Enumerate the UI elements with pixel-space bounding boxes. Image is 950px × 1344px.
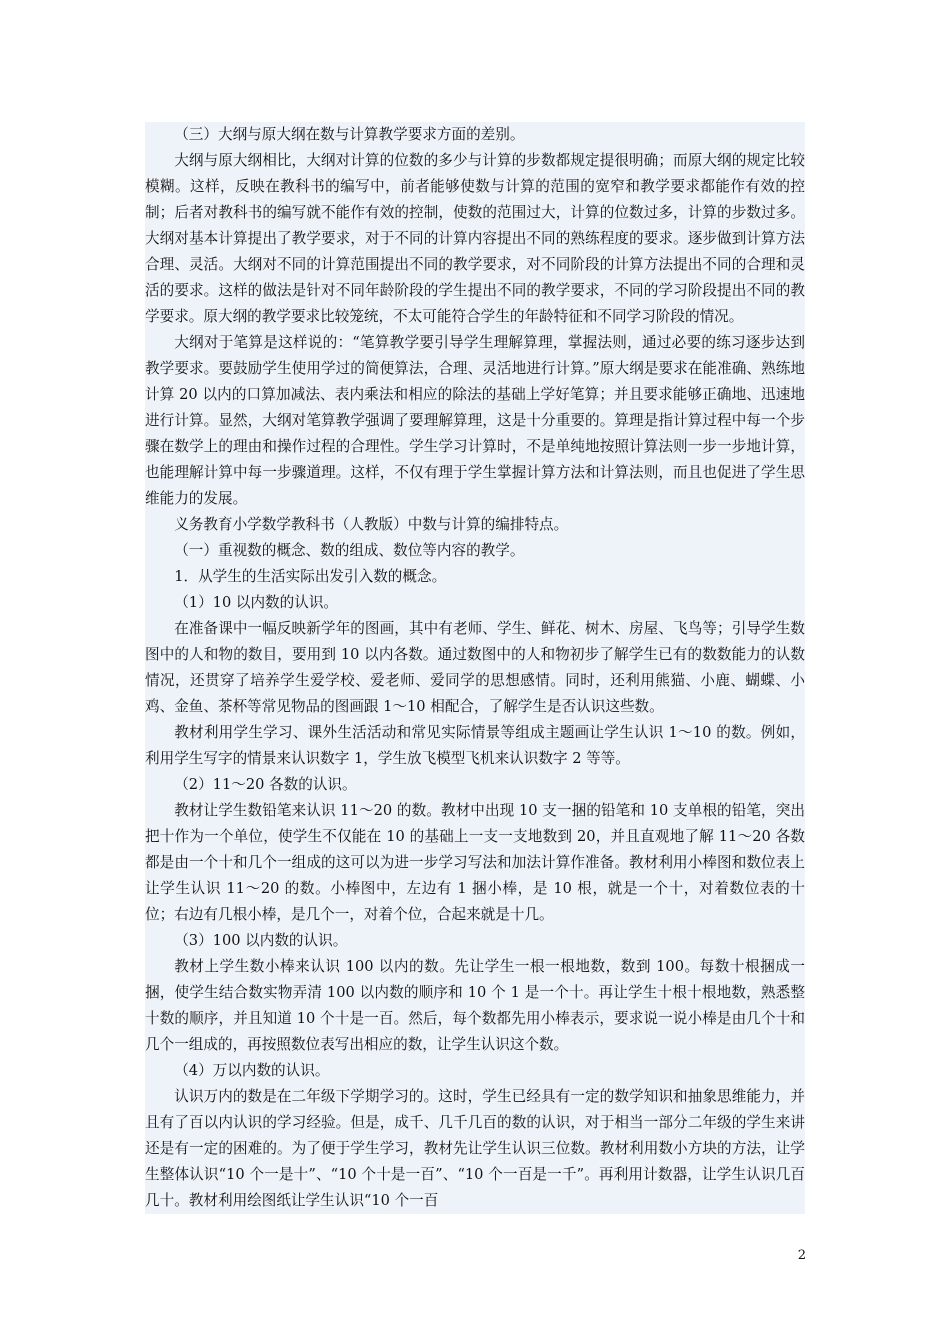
subsection-heading: （2）11～20 各数的认识。: [174, 776, 357, 793]
subsection-heading: （1）10 以内数的认识。: [174, 594, 339, 611]
page-number: 2: [797, 1248, 806, 1263]
subsection-heading: （3）100 以内数的认识。: [174, 932, 348, 949]
body-text: [145, 122, 805, 1214]
section-heading: 义务教育小学数学教科书（人教版）中数与计算的编排特点。: [174, 516, 569, 533]
subsection-heading: 1．从学生的生活实际出发引入数的概念。: [174, 568, 447, 585]
paragraph: 教材上学生数小棒来认识 100 以内的数。先让学生一根一根地数，数到 100。每数十根捆成一捆，使学生结合数实物弄清 100 以内数的顺序和 10 个 1 是一个十。再让学生十根十根地数，熟悉整十数的顺序，并且知道 10 个十是一百。然后，每个数都先用小棒表示，要求说一说小棒是由几个十和几个一组成的，再按照数位表写出相应的数，让学生认识这个数。: [145, 958, 805, 1053]
section-heading: （三）大纲与原大纲在数与计算教学要求方面的差别。: [174, 126, 525, 143]
section-heading: （一）重视数的概念、数的组成、数位等内容的教学。: [174, 542, 525, 559]
paragraph: 大纲对于笔算是这样说的：“笔算教学要引导学生理解算理，掌握法则，通过必要的练习逐步达到教学要求。要鼓励学生使用学过的简便算法，合理、灵活地进行计算。”原大纲是要求在能准确、熟练地计算 20 以内的口算加减法、表内乘法和相应的除法的基础上学好笔算；并且要求能够正确地、迅速地进行计算。显然，大纲对笔算教学强调了要理解算理，这是十分重要的。算理是指计算过程中每一个步骤在数学上的理由和操作过程的合理性。学生学习计算时，不是单纯地按照计算法则一步一步地计算，也能理解计算中每一步骤道理。这样，不仅有理于学生掌握计算方法和计算法则，而且也促进了学生思维能力的发展。: [145, 334, 805, 507]
paragraph: 大纲与原大纲相比，大纲对计算的位数的多少与计算的步数都规定提很明确；而原大纲的规定比较模糊。这样，反映在教科书的编写中，前者能够使数与计算的范围的宽窄和教学要求都能作有效的控制；后者对教科书的编写就不能作有效的控制，使数的范围过大，计算的位数过多，计算的步数过多。大纲对基本计算提出了教学要求，对于不同的计算内容提出不同的熟练程度的要求。逐步做到计算方法合理、灵活。大纲对不同的计算范围提出不同的教学要求，对不同阶段的计算方法提出不同的合理和灵活的要求。这样的做法是针对不同年龄阶段的学生提出不同的教学要求，不同的学习阶段提出不同的教学要求。原大纲的教学要求比较笼统，不太可能符合学生的年龄特征和不同学习阶段的情况。: [145, 152, 805, 325]
paragraph: 教材利用学生学习、课外生活活动和常见实际情景等组成主题画让学生认识 1～10 的数。例如，利用学生写字的情景来认识数字 1，学生放飞模型飞机来认识数字 2 等等。: [145, 724, 805, 767]
subsection-heading: （4）万以内数的认识。: [174, 1062, 330, 1079]
paragraph: 在准备课中一幅反映新学年的图画，其中有老师、学生、鲜花、树木、房屋、飞鸟等；引导学生数图中的人和物的数目，要用到 10 以内各数。通过数图中的人和物初步了解学生已有的数数能力的认数情况，还贯穿了培养学生爱学校、爱老师、爱同学的思想感情。同时，还利用熊猫、小鹿、蝴蝶、小鸡、金鱼、茶杯等常见物品的图画跟 1～10 相配合，了解学生是否认识这些数。: [145, 620, 805, 715]
paragraph: 认识万内的数是在二年级下学期学习的。这时，学生已经具有一定的数学知识和抽象思维能力，并且有了百以内认识的学习经验。但是，成千、几千几百的数的认识，对于相当一部分二年级的学生来讲还是有一定的困难的。为了便于学生学习，教材先让学生认识三位数。教材利用数小方块的方法，让学生整体认识“10 个一是十”、“10 个十是一百”、“10 个一百是一千”。再利用计数器，让学生认识几百几十。教材利用绘图纸让学生认识“10 个一百: [145, 1088, 805, 1209]
paragraph: 教材让学生数铅笔来认识 11～20 的数。教材中出现 10 支一捆的铅笔和 10 支单根的铅笔，突出把十作为一个单位，使学生不仅能在 10 的基础上一支一支地数到 20，并且直观地了解 11～20 各数都是由一个十和几个一组成的这可以为进一步学习写法和加法计算作准备。教材利用小棒图和数位表上让学生认识 11～20 的数。小棒图中，左边有 1 捆小棒，是 10 根，就是一个十，对着数位表的十位；右边有几根小棒，是几个一，对着个位，合起来就是十几。: [145, 802, 805, 923]
